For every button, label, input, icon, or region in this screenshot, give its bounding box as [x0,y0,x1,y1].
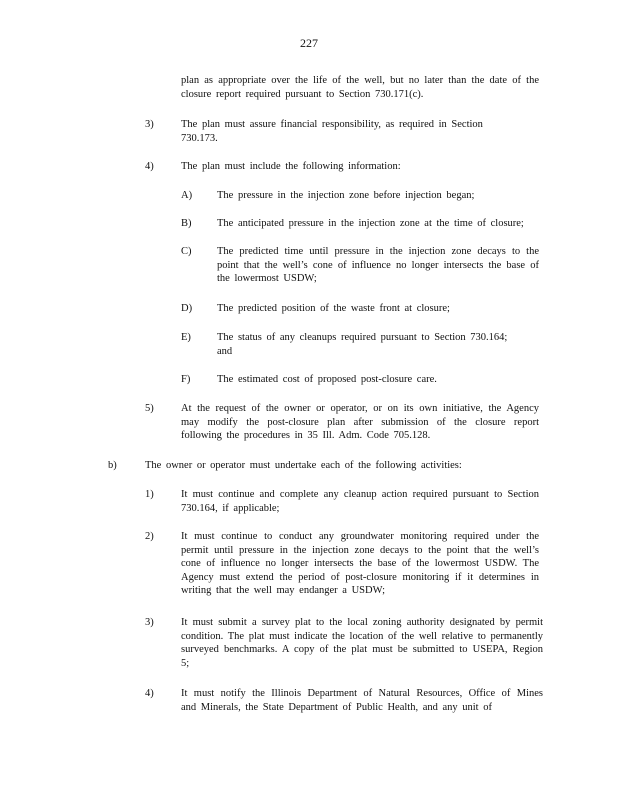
sub-item-e-text: The status of any cleanups required pursuant to Section 730.164; and [217,332,508,357]
sub-item-e-label: E) [181,332,191,343]
page-number: 227 [300,36,318,50]
section-b-text: The owner or operator must undertake each of the following activities: [145,460,462,471]
item-5-label: 5) [145,403,154,414]
intro-paragraph: plan as appropriate over the life of the well, but no later than the date of the closure report required pursuant to Section 730.171(c). [181,75,539,100]
sub-item-c-text: The predicted time until pressure in the injection zone decays to the point that the well’s cone of influence no longer intersects the base of the lowermost USDW; [217,246,539,284]
b-item-3-text: It must submit a survey plat to the local zoning authority designated by permit condition. The plat must indicate the location of the well relative to permanently surveyed benchmarks. A copy of the plat must be submitted to USEPA, Region 5; [181,617,543,669]
b-item-2-text: It must continue to conduct any groundwater monitoring required under the permit until pressure in the injection zone decays to the point that the well’s cone of influence no longer intersects the base of the lowermost USDW. The Agency must extend the period of post-closure monitoring if it determines in writing that the well may endanger a USDW; [181,531,539,596]
sub-item-f-label: F) [181,374,191,385]
sub-item-c-label: C) [181,246,192,257]
b-item-3-label: 3) [145,617,154,628]
sub-item-d-label: D) [181,303,193,314]
sub-item-a-text: The pressure in the injection zone before injection began; [217,190,475,201]
item-5-text: At the request of the owner or operator, or on its own initiative, the Agency may modify the post-closure plan after submission of the closure report following the procedures in 35 Ill. Adm. Code 705.128. [181,403,539,441]
sub-item-b-label: B) [181,218,192,229]
b-item-1-text: It must continue and complete any cleanup action required pursuant to Section 730.164, if applicable; [181,489,539,514]
sub-item-b-text: The anticipated pressure in the injection zone at the time of closure; [217,218,524,229]
item-4-text: The plan must include the following information: [181,161,401,172]
b-item-2-label: 2) [145,531,154,542]
sub-item-d-text: The predicted position of the waste front at closure; [217,303,450,314]
b-item-4-text: It must notify the Illinois Department of Natural Resources, Office of Mines and Minerals, the State Department of Public Health, and any unit of [181,688,543,713]
b-item-1-label: 1) [145,489,154,500]
section-b-label: b) [108,460,117,471]
item-3-text: The plan must assure financial responsibility, as required in Section 730.173. [181,119,483,144]
b-item-4-label: 4) [145,688,154,699]
sub-item-f-text: The estimated cost of proposed post-closure care. [217,374,437,385]
item-3-label: 3) [145,119,154,130]
sub-item-a-label: A) [181,190,193,201]
item-4-label: 4) [145,161,154,172]
